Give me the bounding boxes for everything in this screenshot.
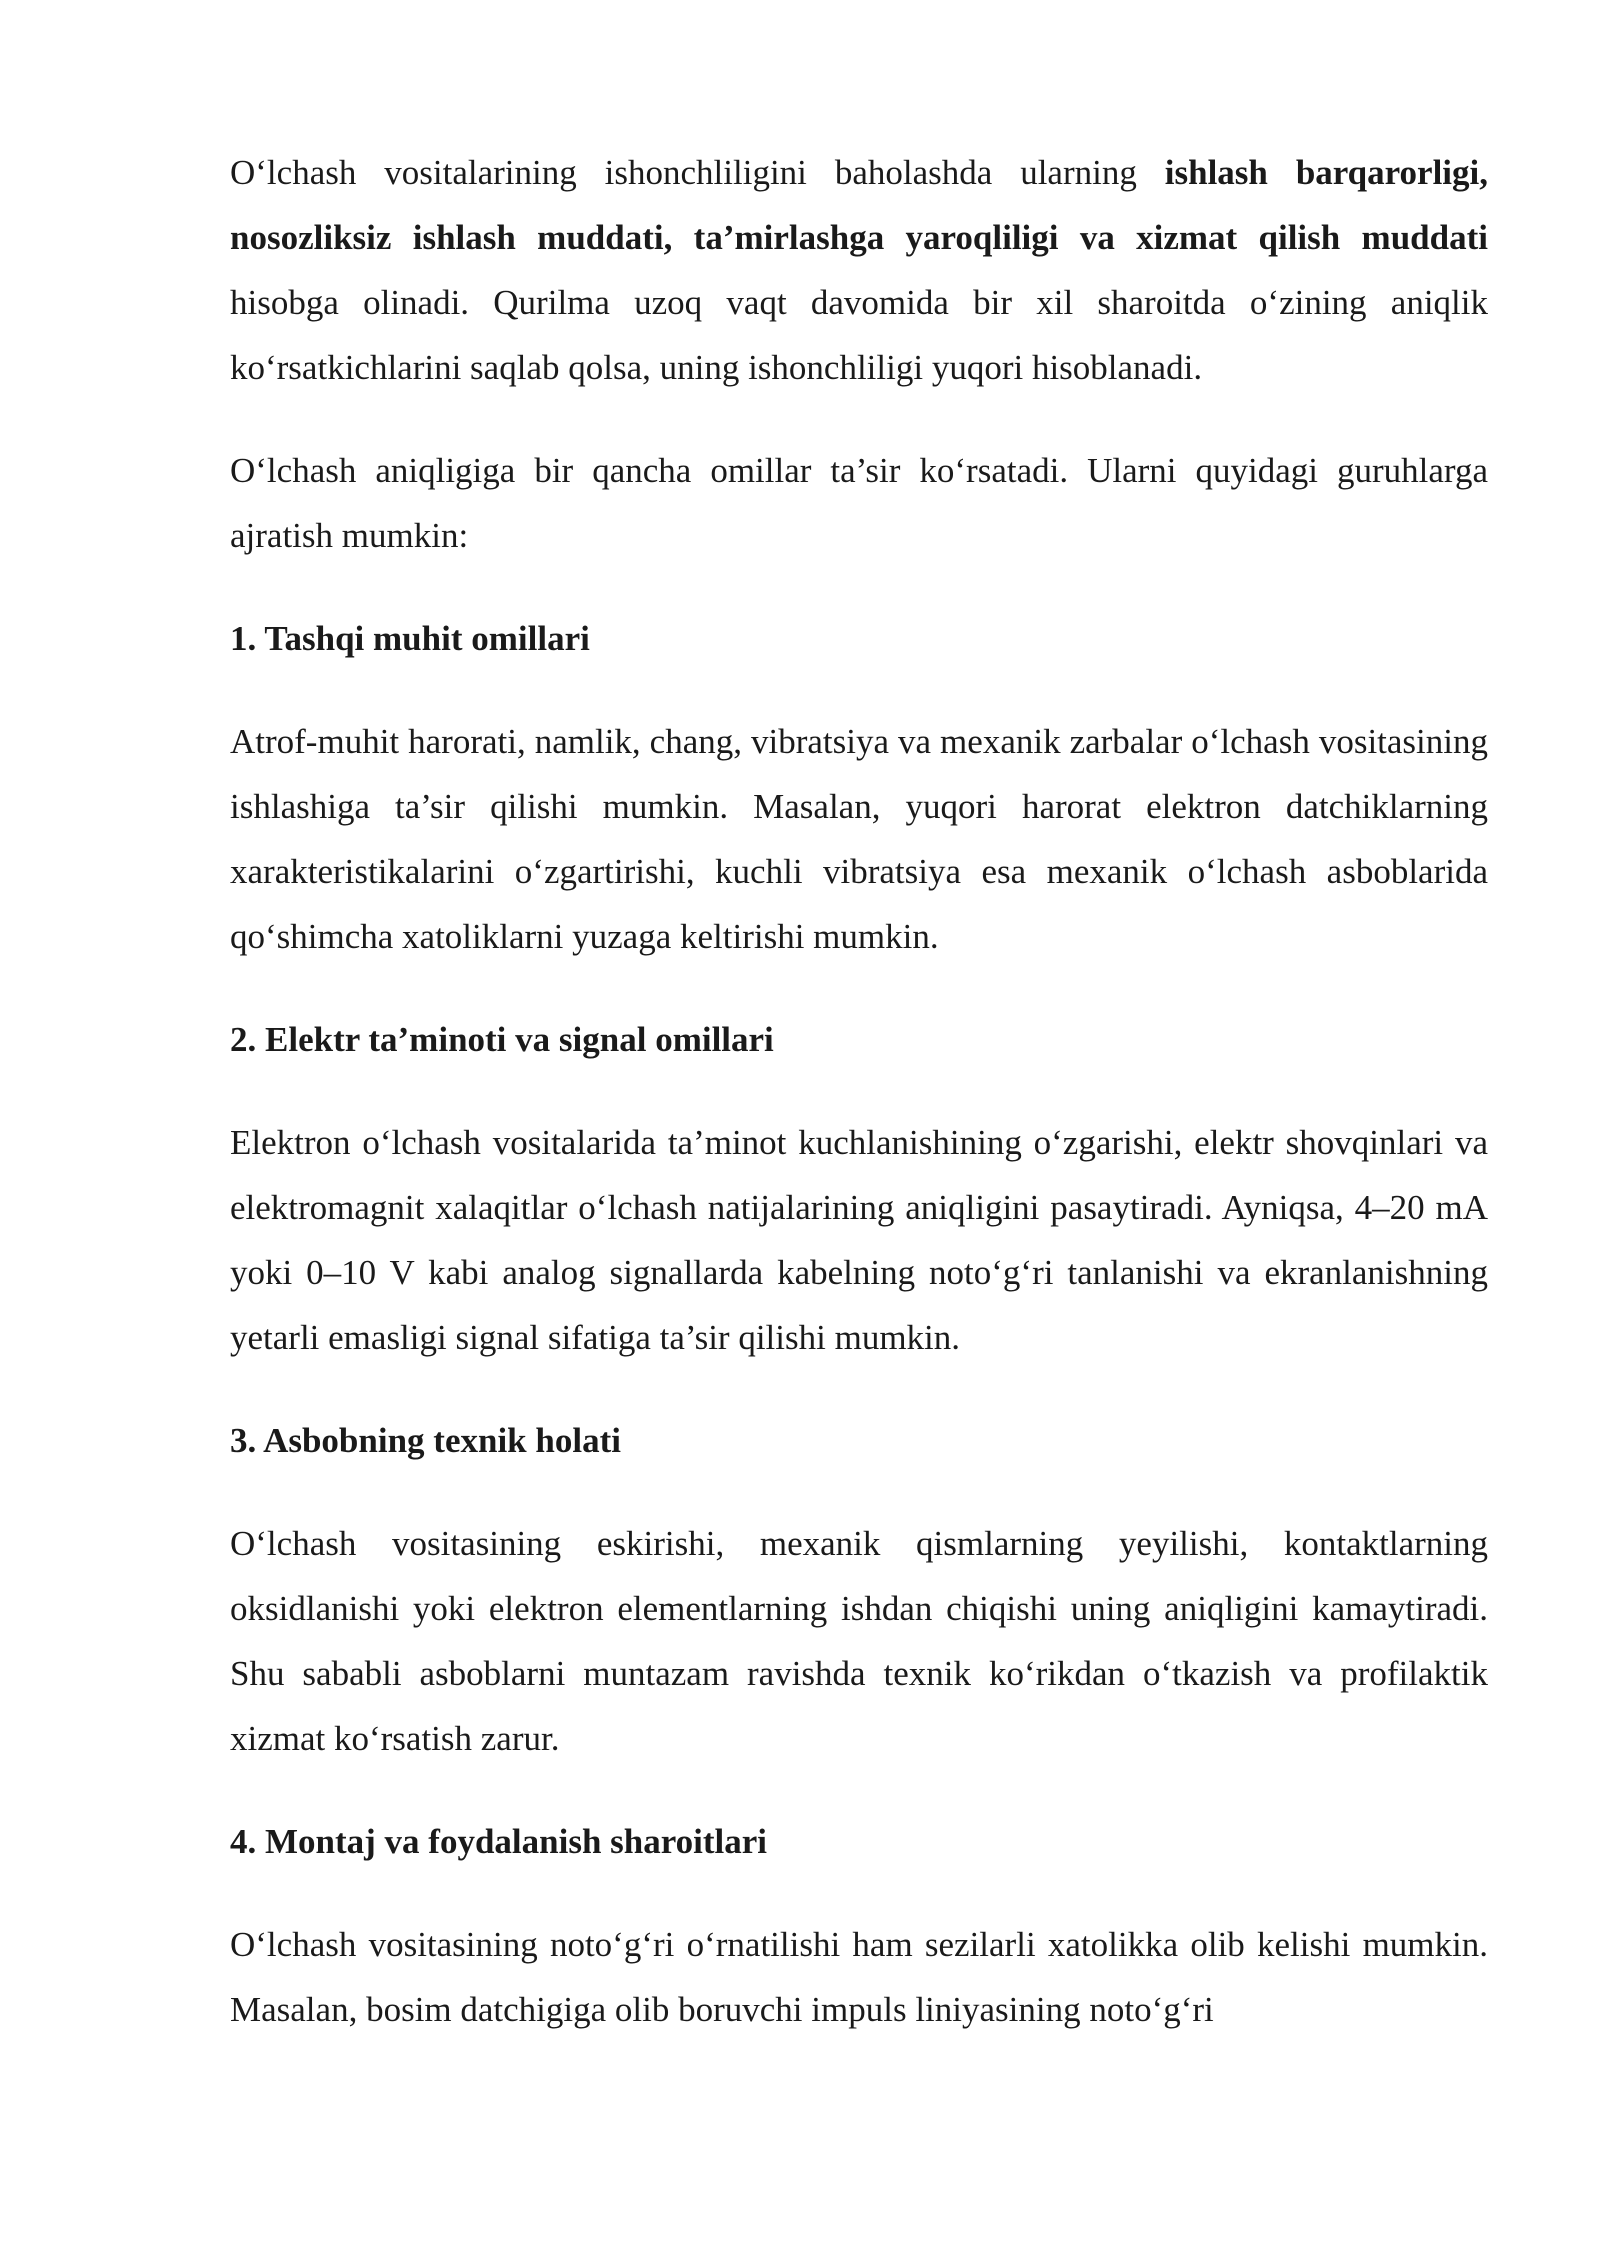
document-page xyxy=(230,140,1488,2080)
intro-paragraph-1 xyxy=(230,140,1488,400)
intro-text-start: O‘lchash vositalarining ishonchliligini baholashda ularning xyxy=(230,153,1165,192)
intro-paragraph-2: O‘lchash aniqligiga bir qancha omillar ta’sir ko‘rsatadi. Ularni quyidagi guruhlarga ajratish mumkin: xyxy=(230,451,1488,555)
section-1-heading: 1. Tashqi muhit omillari xyxy=(230,619,590,658)
section-3-heading: 3. Asbobning texnik holati xyxy=(230,1421,621,1460)
section-4-body: O‘lchash vositasining noto‘g‘ri o‘rnatilishi ham sezilarli xatolikka olib kelishi mumkin. Masalan, bosim datchigiga olib boruvchi impuls liniyasining noto‘g‘ri xyxy=(230,1925,1488,2029)
section-4-heading: 4. Montaj va foydalanish sharoitlari xyxy=(230,1822,768,1861)
intro-text-end: hisobga olinadi. Qurilma uzoq vaqt davomida bir xil sharoitda o‘zining aniqlik ko‘rsatkichlarini saqlab qolsa, uning ishonchliligi yuqori hisoblanadi. xyxy=(230,283,1488,387)
section-2-heading: 2. Elektr ta’minoti va signal omillari xyxy=(230,1020,774,1059)
section-2-body: Elektron o‘lchash vositalarida ta’minot kuchlanishining o‘zgarishi, elektr shovqinlari va elektromagnit xalaqitlar o‘lchash natijalarining aniqligini pasaytiradi. Ayniqsa, 4–20 mA yoki 0–10 V kabi analog signallarda kabelning noto‘g‘ri tanlanishi va ekranlanishning yetarli emasligi signal sifatiga ta’sir qilishi mumkin. xyxy=(230,1123,1488,1357)
section-1-body: Atrof-muhit harorati, namlik, chang, vibratsiya va mexanik zarbalar o‘lchash vositasining ishlashiga ta’sir qilishi mumkin. Masalan, yuqori harorat elektron datchiklarning xarakteristikalarini o‘zgartirishi, kuchli vibratsiya esa mexanik o‘lchash asboblarida qo‘shimcha xatoliklarni yuzaga keltirishi mumkin. xyxy=(230,722,1488,956)
intro-bold-text: ishlash barqarorligi, nosozliksiz ishlash muddati, ta’mirlashga yaroqliligi va xizmat qilish muddati xyxy=(230,153,1489,257)
section-3-body: O‘lchash vositasining eskirishi, mexanik qismlarning yeyilishi, kontaktlarning oksidlanishi yoki elektron elementlarning ishdan chiqishi uning aniqligini kamaytiradi. Shu sababli asboblarni muntazam ravishda texnik ko‘rikdan o‘tkazish va profilaktik xizmat ko‘rsatish zarur. xyxy=(230,1524,1488,1758)
